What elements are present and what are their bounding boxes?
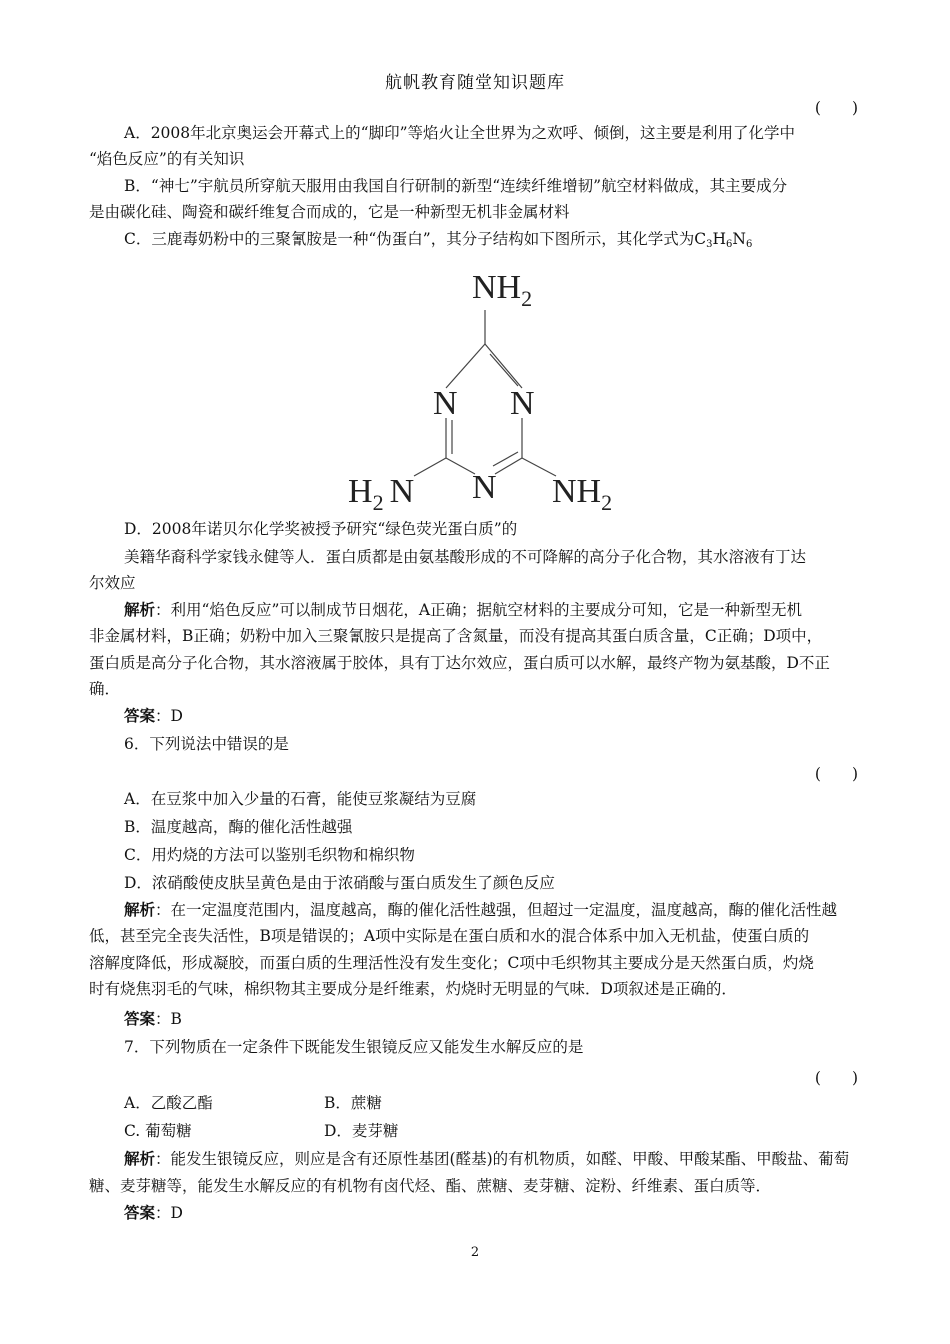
amino-group-right: $NH_2$ <box>552 473 613 515</box>
q5-option-c <box>124 226 752 258</box>
ring-nitrogen-right: N <box>510 385 535 422</box>
q5-analysis-line3: 蛋白质是高分子化合物，其水溶液属于胶体，具有丁达尔效应，蛋白质可以水解，最终产物为氨基酸，D不正 <box>89 654 830 672</box>
q5-answer-blank: ( ) <box>814 99 858 117</box>
q5-option-d-line1: D．2008年诺贝尔化学奖被授予研究“绿色荧光蛋白质”的 <box>124 520 518 538</box>
amino-group-top: $NH_2$ <box>472 269 533 311</box>
q5-option-b-line1: B．“神七”宇航员所穿航天服用由我国自行研制的新型“连续纤维增韧”航空材料做成，其主要成分 <box>124 177 788 195</box>
q7-answer: 答案：D <box>124 1203 183 1222</box>
q7-option-c: C. 葡萄糖 <box>124 1122 192 1140</box>
q6-analysis-line2: 低，甚至完全丧失活性，B项是错误的；A项中实际是在蛋白质和水的混合体系中加入无机盐，使蛋白质的 <box>89 927 810 945</box>
q6-analysis-line3: 溶解度降低，形成凝胶，而蛋白质的生理活性没有发生变化；C项中毛织物其主要成分是天然蛋白质，灼烧 <box>89 954 814 972</box>
q6-option-c: C．用灼烧的方法可以鉴别毛织物和棉织物 <box>124 846 415 864</box>
q6-answer-blank: ( ) <box>814 765 858 783</box>
q7-option-b: B．蔗糖 <box>324 1094 382 1112</box>
q6-analysis-line4: 时有烧焦羽毛的气味，棉织物其主要成分是纤维素，灼烧时无明显的气味．D项叙述是正确的． <box>89 980 737 998</box>
q5-formula: $C_3H_6N_6$ <box>694 230 753 250</box>
ring-nitrogen-bottom: N <box>472 469 497 506</box>
q6-stem: 6．下列说法中错误的是 <box>124 735 289 753</box>
q7-answer-blank: ( ) <box>814 1069 858 1087</box>
q6-answer: 答案：B <box>124 1009 182 1028</box>
q7-stem: 7．下列物质在一定条件下既能发生银镜反应又能发生水解反应的是 <box>124 1038 584 1056</box>
answer-label: 答案 <box>124 706 156 725</box>
q7-analysis-line2: 糖、麦芽糖等，能发生水解反应的有机物有卤代烃、酯、蔗糖、麦芽糖、淀粉、纤维素、蛋白质等． <box>89 1177 772 1195</box>
page-number: 2 <box>470 1245 480 1260</box>
q5-option-b-line2: 是由碳化硅、陶瓷和碳纤维复合而成的，它是一种新型无机非金属材料 <box>89 203 570 221</box>
q6-option-d: D．浓硝酸使皮肤呈黄色是由于浓硝酸与蛋白质发生了颜色反应 <box>124 874 555 892</box>
ring-nitrogen-left: N <box>433 385 458 422</box>
q6-option-a: A．在豆浆中加入少量的石膏，能使豆浆凝结为豆腐 <box>124 790 477 808</box>
q5-analysis-line4: 确． <box>89 680 121 698</box>
melamine-structure-diagram <box>340 262 630 517</box>
q5-analysis-line2: 非金属材料，B正确；奶粉中加入三聚氰胺只是提高了含氮量，而没有提高其蛋白质含量，C正确；D项中， <box>89 627 823 645</box>
q7-analysis-line1: 解析：能发生银镜反应，则应是含有还原性基团(醛基)的有机物质，如醛、甲酸、甲酸某酯、甲酸盐、葡萄 <box>124 1149 850 1168</box>
q5-option-c-text: C．三鹿毒奶粉中的三聚氰胺是一种“伪蛋白”，其分子结构如下图所示，其化学式为 <box>124 230 695 248</box>
q5-option-a-line2: “焰色反应”的有关知识 <box>89 150 245 168</box>
answer-label: 答案 <box>124 1203 156 1222</box>
answer-label: 答案 <box>124 1009 156 1028</box>
q5-option-a-line1: A．2008年北京奥运会开幕式上的“脚印”等焰火让全世界为之欢呼、倾倒，这主要是利用了化学中 <box>124 124 795 142</box>
analysis-label: 解析 <box>124 900 156 919</box>
q7-option-d: D．麦芽糖 <box>324 1122 399 1140</box>
q6-option-b: B．温度越高，酶的催化活性越强 <box>124 818 353 836</box>
page-header-title: 航帆教育随堂知识题库 <box>385 73 565 93</box>
q7-option-a: A．乙酸乙酯 <box>124 1094 213 1112</box>
q5-option-d-line3: 尔效应 <box>89 574 136 592</box>
analysis-label: 解析 <box>124 1149 156 1168</box>
amino-group-left: $H_2$ N <box>348 473 415 515</box>
analysis-label: 解析 <box>124 600 156 619</box>
q5-analysis-line1: 解析：利用“焰色反应”可以制成节日烟花，A正确；据航空材料的主要成分可知，它是一种新型无机 <box>124 600 803 619</box>
q6-analysis-line1: 解析：在一定温度范围内，温度越高，酶的催化活性越强，但超过一定温度，温度越高，酶的催化活性越 <box>124 900 838 919</box>
q5-option-d-line2: 美籍华裔科学家钱永健等人．蛋白质都是由氨基酸形成的不可降解的高分子化合物，其水溶液有丁达 <box>124 548 807 566</box>
q5-answer: 答案：D <box>124 706 183 725</box>
